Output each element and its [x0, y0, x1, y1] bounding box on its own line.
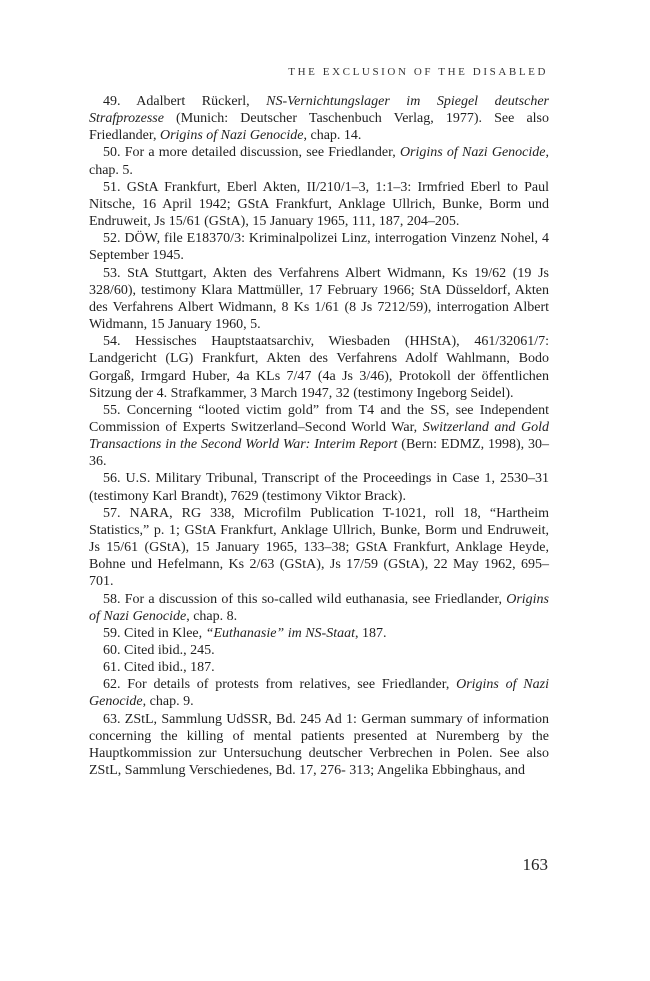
note-text: 49. Adalbert Rückerl,	[103, 94, 267, 109]
note-text: 56. U.S. Military Tribunal, Transcript of the Proceedings in Case 1, 2530–31 (testimony Karl Brandt), 7629 (testimony Viktor Brack).	[89, 471, 549, 504]
note-text: , 187.	[355, 625, 387, 641]
note-text: 59. Cited in Klee,	[103, 625, 206, 641]
note-text: , chap. 5.	[89, 145, 549, 178]
note-text: (Munich: Deutscher Taschenbuch Verlag, 1977). See also Friedlander,	[89, 111, 549, 144]
note-text: 63. ZStL, Sammlung UdSSR, Bd. 245 Ad 1: German summary of information concerning the killing of mental patients presented at Nuremberg by the Hauptkommission zur Untersuchung deutscher Verbrechen in Polen. See also ZStL, Sammlung Verschiedenes, Bd. 17, 276- 313; Angelika Ebbinghaus, and	[89, 711, 549, 779]
endnote	[89, 402, 549, 471]
endnote	[89, 676, 549, 710]
endnote	[89, 591, 549, 625]
note-text: (Bern: EDMZ, 1998), 30–36.	[89, 437, 550, 470]
italic-title: Origins of Nazi Genocide	[399, 145, 546, 161]
endnote	[89, 265, 549, 334]
endnote	[89, 625, 549, 642]
note-text: 54. Hessisches Hauptstaatsarchiv, Wiesbaden (HHStA), 461/32061/7: Landgericht (LG) Frankfurt, Akten des Verfahrens Adolf Wahlmann, Bodo Gorgaß, Irmgard Huber, 4a KLs 7/47 (4a Js 3/46), Protokoll der öffentlichen Sitzung der 4. Strafkammer, 3 March 1947, 32 (testimony Ingeborg Seidel).	[89, 334, 549, 401]
italic-title: Origins of Nazi Genocide	[89, 591, 549, 624]
italic-title: Origins of Nazi Genocide	[159, 128, 304, 144]
note-text: , chap. 9.	[142, 694, 194, 710]
endnote	[89, 179, 549, 230]
italic-title: NS-Vernichtungslager im Spiegel deutscher Strafprozesse	[89, 94, 550, 127]
note-text: 50. For a more detailed discussion, see Friedlander,	[103, 145, 400, 161]
italic-title: Switzerland and Gold Transactions in the Second World War: Interim Report	[89, 419, 549, 453]
italic-title: Origins of Nazi Genocide	[89, 677, 549, 710]
note-text: 62. For details of protests from relatives, see Friedlander,	[103, 677, 457, 693]
endnote	[89, 470, 549, 504]
running-head: THE EXCLUSION OF THE DISABLED	[288, 66, 548, 78]
endnote	[89, 659, 549, 676]
note-text: 60. Cited ibid., 245.	[103, 643, 215, 658]
note-text: 51. GStA Frankfurt, Eberl Akten, II/210/1–3, 1:1–3: Irmfried Eberl to Paul Nitsche, 16 April 1942; GStA Frankfurt, Anklage Ullrich, Bunke, Borm und Endruweit, Js 15/61 (GStA), 15 January 1965, 111, 187, 204–205.	[89, 179, 549, 230]
note-text: 57. NARA, RG 338, Microfilm Publication T-1021, roll 18, “Hartheim Statistics,” p. 1; GStA Frankfurt, Anklage Ullrich, Bunke, Borm und Endruweit, Js 15/61 (GStA), 15 January 1965, 133–38; GStA Frankfurt, Anklage Heyde, Bohne und Hefelmann, Ks 2/63 (GStA), Js 17/59 (GStA), 22 May 1962, 695–701.	[89, 505, 549, 590]
endnote	[89, 642, 549, 659]
note-text: 61. Cited ibid., 187.	[103, 660, 215, 676]
page-number: 163	[522, 855, 548, 874]
endnote	[89, 230, 549, 264]
italic-title: “Euthanasie” im NS-Staat	[205, 625, 356, 641]
endnotes-list	[89, 93, 549, 779]
endnote	[89, 505, 549, 591]
endnote	[89, 93, 549, 144]
note-text: , chap. 14.	[303, 128, 362, 144]
note-text: 55. Concerning “looted victim gold” from T4 and the SS, see Independent Commission of Experts Switzerland–Second World War,	[89, 402, 549, 435]
endnote	[89, 333, 549, 402]
endnote	[89, 711, 549, 780]
note-text: 58. For a discussion of this so-called wild euthanasia, see Friedlander,	[103, 591, 507, 607]
note-text: , chap. 8.	[186, 608, 238, 624]
note-text: 53. StA Stuttgart, Akten des Verfahrens Albert Widmann, Ks 19/62 (19 Js 328/60), testimony Klara Mattmüller, 17 February 1966; StA Düsseldorf, Akten des Verfahrens Albert Widmann, 8 Ks 1/61 (8 Js 7212/59), interrogation Albert Widmann, 15 January 1960, 5.	[89, 265, 549, 333]
endnote	[89, 144, 549, 178]
note-text: 52. DÖW, file E18370/3: Kriminalpolizei Linz, interrogation Vinzenz Nohel, 4 September 1945.	[89, 231, 549, 264]
